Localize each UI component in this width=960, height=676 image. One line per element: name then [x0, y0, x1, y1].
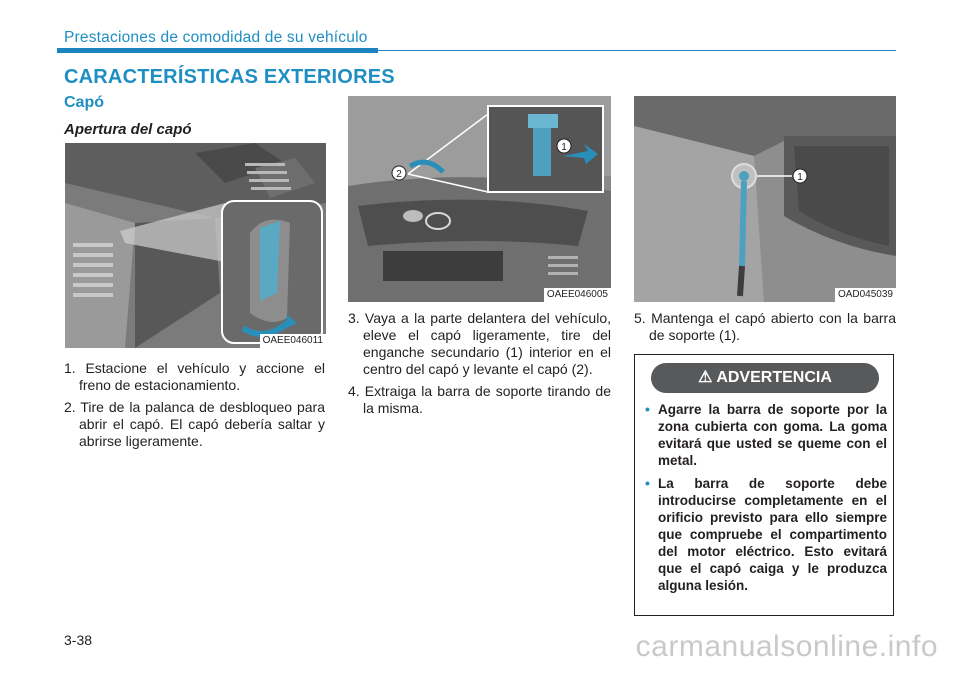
support-rod-image: [634, 96, 896, 302]
callout-1: 1: [561, 142, 567, 153]
steps-column-2: [348, 310, 611, 422]
vehicle-front-image: [348, 96, 611, 302]
bullet-icon: •: [645, 475, 650, 491]
step-5: 5. Mantenga el capó abierto con la barra de soporte (1).: [634, 310, 896, 343]
header-rule-thin: [378, 50, 896, 51]
warning-header: [651, 363, 879, 393]
step-2: 2. Tire de la palanca de desbloqueo para abrir el capó. El capó debería saltar y abrirse ligeramente.: [64, 399, 325, 449]
warning-item-text: La barra de soporte debe introducirse completamente en el orificio previsto para ello siempre que compruebe el compartimento del motor eléctrico. Esto evitará que el capó caiga y le produzca alguna lesión.: [658, 476, 887, 593]
image-code-label: OAEE046005: [544, 288, 611, 302]
warning-item: [643, 475, 887, 594]
warning-list: [643, 401, 887, 600]
vehicle-front-illustration: [348, 96, 611, 302]
watermark: carmanualsonline.info: [635, 630, 938, 663]
hood-release-lever-illustration: [65, 143, 326, 348]
step-1: 1. Estacione el vehículo y accione el freno de estacionamiento.: [64, 360, 325, 393]
warning-title: ADVERTENCIA: [716, 369, 832, 386]
warning-item-text: Agarre la barra de soporte por la zona cubierta con goma. La goma evitará que usted se queme con el metal.: [658, 402, 887, 468]
hood-release-lever-image: [65, 143, 326, 348]
procedure-title: Apertura del capó: [64, 121, 192, 138]
section-title: CARACTERÍSTICAS EXTERIORES: [64, 66, 395, 88]
step-3: 3. Vaya a la parte delantera del vehículo, eleve el capó ligeramente, tire del enganche secundario (1) interior en el centro del capó y levante el capó (2).: [348, 310, 611, 377]
image-code-label: OAD045039: [835, 288, 896, 302]
step-4: 4. Extraiga la barra de soporte tirando de la misma.: [348, 383, 611, 416]
warning-box: [634, 354, 894, 616]
support-rod-illustration: [634, 96, 896, 302]
header-rule-thick: [57, 48, 378, 53]
page-number: 3-38: [64, 632, 93, 648]
warning-item: [643, 401, 887, 469]
steps-column-1: [64, 360, 325, 455]
chapter-header: Prestaciones de comodidad de su vehículo: [64, 29, 368, 46]
bullet-icon: •: [645, 401, 650, 417]
warning-triangle-icon: ⚠: [698, 369, 713, 386]
steps-column-3: [634, 310, 896, 349]
callout-2: 2: [396, 169, 402, 180]
callout-1: 1: [797, 172, 803, 183]
image-code-label: OAEE046011: [260, 334, 326, 348]
subsection-title: Capó: [64, 94, 104, 111]
